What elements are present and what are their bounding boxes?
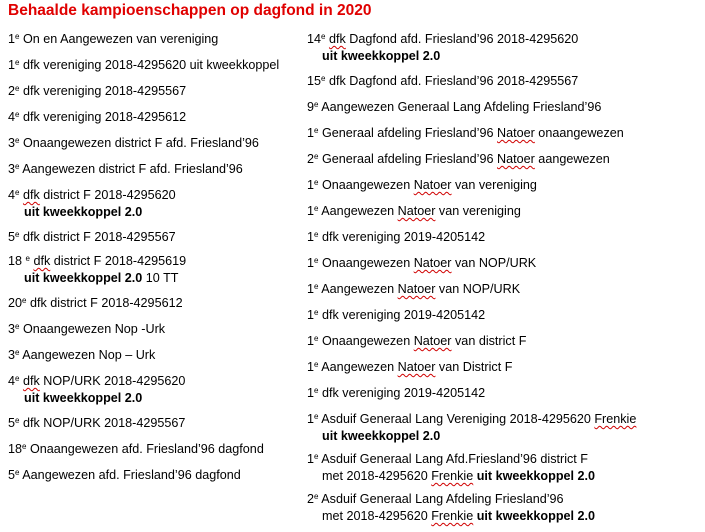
list-item xyxy=(307,411,636,445)
list-item xyxy=(8,347,155,364)
list-item xyxy=(307,125,624,142)
rank-number: 1 xyxy=(307,282,315,296)
entry-bold-text: uit kweekkoppel 2.0 xyxy=(24,391,143,405)
rank-suffix: e xyxy=(15,58,20,67)
entry-text: dfk Dagfond afd. Friesland’96 2018-4295567 xyxy=(328,74,579,88)
entry-second-line xyxy=(307,48,578,65)
entry-text-tail: van vereniging xyxy=(435,204,521,218)
entry-text: dfk vereniging 2019-4205142 xyxy=(321,386,486,400)
list-item xyxy=(8,373,185,407)
rank-number: 1 xyxy=(307,230,315,244)
rank-number: 1 xyxy=(307,412,315,426)
rank-suffix: e xyxy=(15,468,20,477)
rank-number: 18 xyxy=(8,442,23,456)
rank-suffix: e xyxy=(314,178,319,187)
rank-suffix: e xyxy=(314,308,319,317)
entry-text: met 2018-4295620 xyxy=(322,509,432,523)
rank-number: 9 xyxy=(307,100,315,114)
entry-text: dfk vereniging 2018-4295567 xyxy=(22,84,187,98)
entry-text: met 2018-4295620 xyxy=(322,469,432,483)
entry-bold-text: uit kweekkoppel 2.0 xyxy=(24,205,143,219)
rank-suffix: e xyxy=(314,360,319,369)
rank-number: 18 xyxy=(8,254,26,268)
entry-text: On en Aangewezen van vereniging xyxy=(22,32,219,46)
flagged-word: Natoer xyxy=(397,360,436,374)
entry-text: Dagfond afd. Friesland’96 2018-4295620 xyxy=(345,32,579,46)
flagged-word: Natoer xyxy=(497,126,535,140)
rank-number: 4 xyxy=(8,110,16,124)
list-item xyxy=(8,295,183,312)
rank-suffix: e xyxy=(25,254,30,263)
entry-second-line xyxy=(8,204,176,221)
entry-second-line xyxy=(307,428,636,445)
list-item xyxy=(307,31,578,65)
list-item xyxy=(8,441,264,458)
rank-number: 1 xyxy=(307,308,315,322)
rank-number: 1 xyxy=(307,256,315,270)
entry-bold-text: uit kweekkoppel 2.0 xyxy=(473,469,596,483)
rank-suffix: e xyxy=(15,110,20,119)
flagged-word: dfk xyxy=(328,32,346,46)
flagged-word: Natoer xyxy=(413,256,452,270)
rank-number: 5 xyxy=(8,230,16,244)
entry-text: Onaangewezen afd. Friesland’96 dagfond xyxy=(29,442,264,456)
flagged-word: dfk xyxy=(22,188,40,202)
rank-number: 1 xyxy=(8,58,16,72)
entry-text: Onaangewezen xyxy=(321,256,414,270)
flagged-word: Frenkie xyxy=(431,509,474,523)
rank-number: 4 xyxy=(8,188,16,202)
list-item xyxy=(307,255,536,272)
entry-text: Aangewezen xyxy=(321,282,398,296)
entry-text: Onaangewezen xyxy=(321,178,414,192)
rank-number: 14 xyxy=(307,32,322,46)
entry-text-tail: van vereniging xyxy=(451,178,537,192)
entry-text-tail: van NOP/URK xyxy=(435,282,521,296)
rank-number: 1 xyxy=(307,360,315,374)
entry-bold-text: uit kweekkoppel 2.0 xyxy=(322,429,441,443)
rank-number: 5 xyxy=(8,416,16,430)
rank-suffix: e xyxy=(22,296,27,305)
list-item xyxy=(8,253,186,287)
entry-second-line xyxy=(8,270,186,287)
rank-suffix: e xyxy=(15,162,20,171)
list-item xyxy=(307,333,526,350)
rank-number: 2 xyxy=(307,152,315,166)
entry-text: Aangewezen district F afd. Friesland’96 xyxy=(22,162,243,176)
rank-suffix: e xyxy=(15,136,20,145)
entry-second-line xyxy=(307,468,595,485)
entry-second-line xyxy=(307,508,595,525)
list-item xyxy=(307,203,521,220)
entry-text: Asduif Generaal Lang Vereniging 2018-4295620 xyxy=(321,412,595,426)
rank-number: 2 xyxy=(8,84,16,98)
flagged-word: Natoer xyxy=(397,204,436,218)
list-item xyxy=(8,135,259,152)
rank-suffix: e xyxy=(321,74,326,83)
entry-text-tail: van district F xyxy=(451,334,527,348)
rank-number: 15 xyxy=(307,74,322,88)
rank-number: 1 xyxy=(307,452,315,466)
list-item xyxy=(8,57,279,74)
rank-suffix: e xyxy=(15,374,20,383)
entry-second-line xyxy=(8,390,185,407)
flagged-word: Natoer xyxy=(497,152,535,166)
rank-suffix: e xyxy=(314,100,319,109)
list-item xyxy=(307,359,512,376)
entry-text: Onaangewezen district F afd. Friesland’96 xyxy=(22,136,259,150)
list-item xyxy=(8,109,186,126)
entry-text: Aangewezen xyxy=(321,360,398,374)
rank-number: 3 xyxy=(8,162,16,176)
rank-suffix: e xyxy=(314,412,319,421)
entry-text-tail: van NOP/URK xyxy=(451,256,537,270)
rank-number: 1 xyxy=(307,334,315,348)
rank-suffix: e xyxy=(15,32,20,41)
list-item xyxy=(307,281,520,298)
entry-text: dfk NOP/URK 2018-4295567 xyxy=(22,416,186,430)
rank-suffix: e xyxy=(314,152,319,161)
list-item xyxy=(8,415,185,432)
flagged-word: Frenkie xyxy=(594,412,637,426)
page-title: Behaalde kampioenschappen op dagfond in 2020 xyxy=(8,2,372,19)
list-item xyxy=(8,83,186,100)
list-item xyxy=(8,321,165,338)
rank-suffix: e xyxy=(314,386,319,395)
entry-text-tail: van District F xyxy=(435,360,513,374)
rank-number: 3 xyxy=(8,136,16,150)
rank-suffix: e xyxy=(314,452,319,461)
entry-text: dfk vereniging 2018-4295612 xyxy=(22,110,187,124)
list-item xyxy=(8,467,241,484)
list-item xyxy=(8,187,176,221)
rank-number: 5 xyxy=(8,468,16,482)
rank-suffix: e xyxy=(314,492,319,501)
flagged-word: dfk xyxy=(22,374,40,388)
entry-bold-text: uit kweekkoppel 2.0 xyxy=(473,509,596,523)
rank-number: 1 xyxy=(307,178,315,192)
entry-text: NOP/URK 2018-4295620 xyxy=(39,374,186,388)
entry-text: Asduif Generaal Lang Afdeling Friesland’96 xyxy=(321,492,564,506)
rank-number: 1 xyxy=(307,386,315,400)
rank-suffix: e xyxy=(314,282,319,291)
rank-number: 3 xyxy=(8,322,16,336)
rank-suffix: e xyxy=(314,256,319,265)
entry-text-tail: onaangewezen xyxy=(534,126,624,140)
entry-text: district F 2018-4295619 xyxy=(50,254,187,268)
rank-number: 20 xyxy=(8,296,23,310)
rank-suffix: e xyxy=(15,322,20,331)
flagged-word: Natoer xyxy=(413,334,452,348)
list-item xyxy=(307,385,485,402)
rank-number: 1 xyxy=(307,204,315,218)
rank-number: 2 xyxy=(307,492,315,506)
rank-suffix: e xyxy=(15,188,20,197)
entry-text: dfk vereniging 2018-4295620 uit kweekkoppel xyxy=(22,58,280,72)
rank-number: 1 xyxy=(8,32,16,46)
list-item xyxy=(307,491,595,525)
rank-suffix: e xyxy=(15,416,20,425)
entry-text: Aangewezen xyxy=(321,204,398,218)
rank-suffix: e xyxy=(321,32,326,41)
list-item xyxy=(307,151,610,168)
entry-text: dfk district F 2018-4295567 xyxy=(22,230,176,244)
rank-number: 1 xyxy=(307,126,315,140)
rank-number: 4 xyxy=(8,374,16,388)
entry-bold-text: uit kweekkoppel 2.0 xyxy=(322,49,441,63)
list-item xyxy=(307,229,485,246)
entry-text: Aangewezen Nop – Urk xyxy=(22,348,156,362)
entry-bold-text: uit kweekkoppel 2.0 xyxy=(24,271,143,285)
flagged-word: Natoer xyxy=(397,282,436,296)
entry-text: 10 TT xyxy=(142,271,179,285)
flagged-word: dfk xyxy=(33,254,51,268)
list-item xyxy=(307,451,595,485)
entry-text: Asduif Generaal Lang Afd.Friesland’96 district F xyxy=(321,452,588,466)
rank-suffix: e xyxy=(314,334,319,343)
flagged-word: Frenkie xyxy=(431,469,474,483)
list-item xyxy=(307,307,485,324)
rank-suffix: e xyxy=(314,230,319,239)
rank-suffix: e xyxy=(15,348,20,357)
list-item xyxy=(8,31,218,48)
entry-text: district F 2018-4295620 xyxy=(39,188,176,202)
list-item xyxy=(8,161,243,178)
entry-text: Onaangewezen Nop -Urk xyxy=(22,322,166,336)
entry-text: Aangewezen afd. Friesland’96 dagfond xyxy=(22,468,241,482)
rank-number: 3 xyxy=(8,348,16,362)
flagged-word: Natoer xyxy=(413,178,452,192)
list-item xyxy=(307,99,601,116)
rank-suffix: e xyxy=(15,230,20,239)
rank-suffix: e xyxy=(15,84,20,93)
entry-text: Generaal afdeling Friesland’96 xyxy=(321,152,497,166)
entry-text: Generaal afdeling Friesland’96 xyxy=(321,126,497,140)
entry-text: dfk vereniging 2019-4205142 xyxy=(321,308,486,322)
entry-text: Onaangewezen xyxy=(321,334,414,348)
rank-suffix: e xyxy=(314,126,319,135)
list-item xyxy=(307,73,578,90)
rank-suffix: e xyxy=(314,204,319,213)
list-item xyxy=(8,229,176,246)
entry-text: Aangewezen Generaal Lang Afdeling Friesland’96 xyxy=(321,100,602,114)
entry-text-tail: aangewezen xyxy=(534,152,610,166)
entry-text: dfk vereniging 2019-4205142 xyxy=(321,230,486,244)
entry-text: dfk district F 2018-4295612 xyxy=(29,296,183,310)
list-item xyxy=(307,177,537,194)
rank-suffix: e xyxy=(22,442,27,451)
